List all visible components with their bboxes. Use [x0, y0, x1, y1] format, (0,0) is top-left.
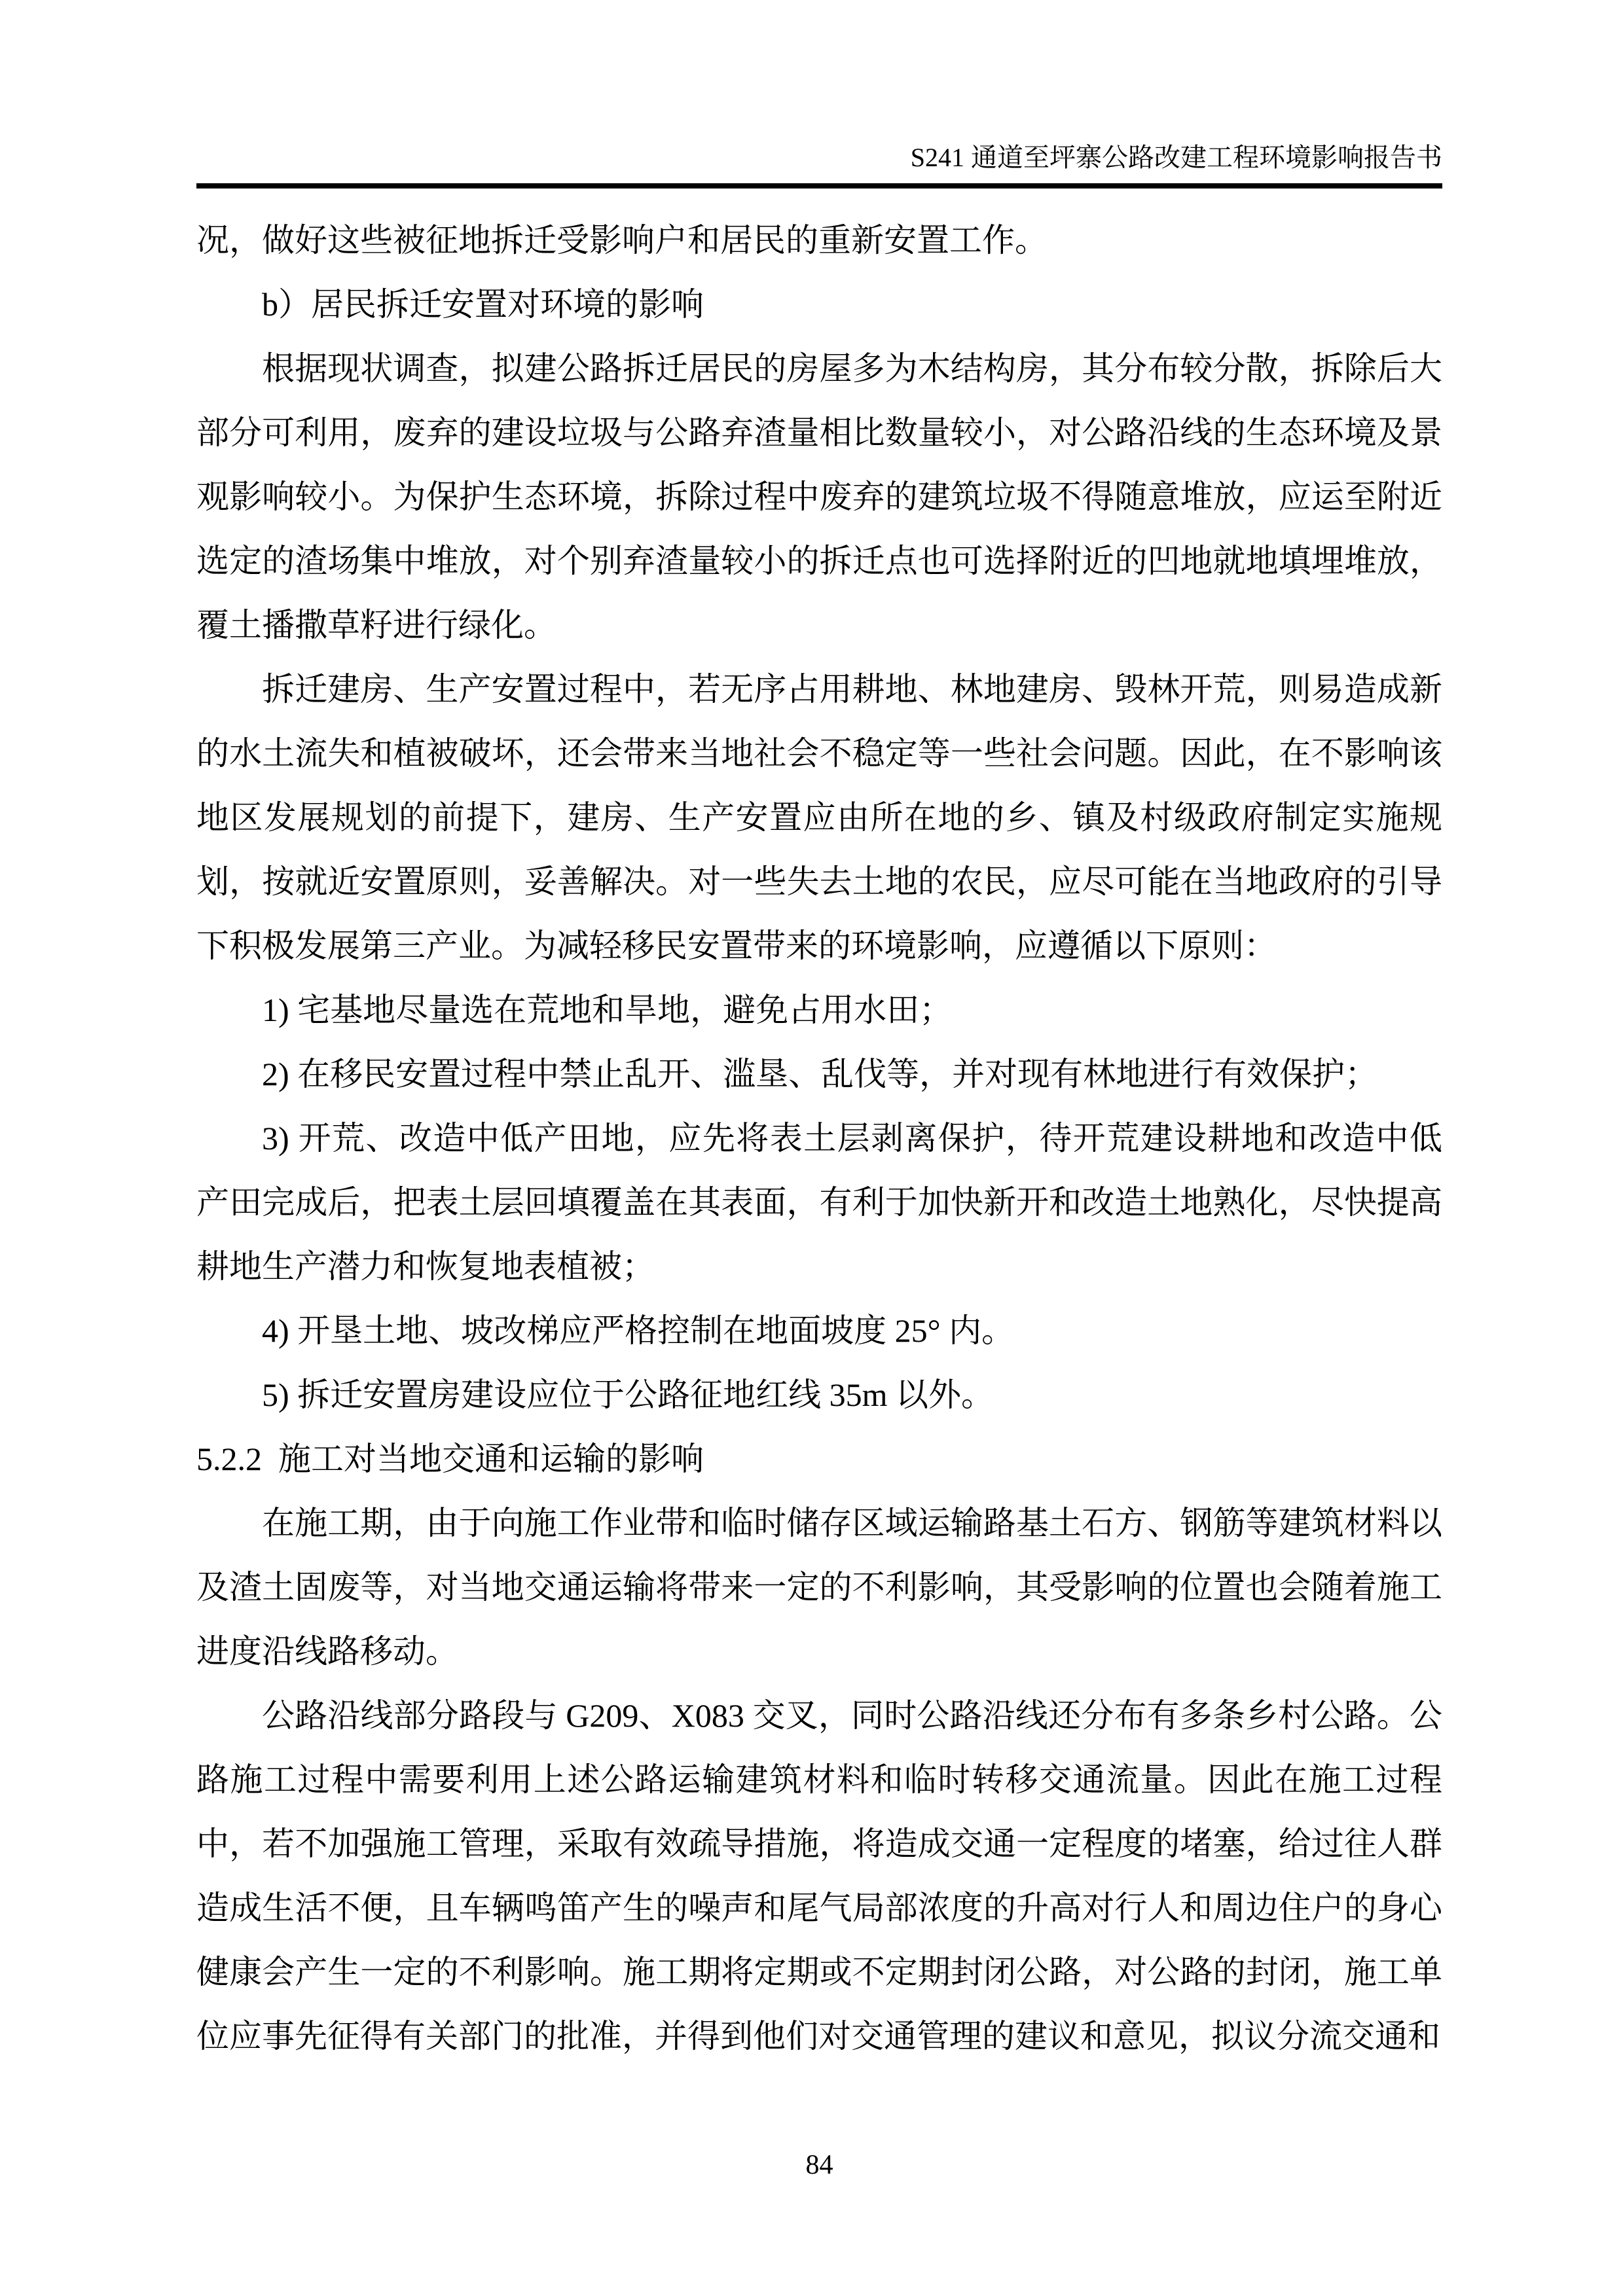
list-item-2-forest-protection: 2) 在移民安置过程中禁止乱开、滥垦、乱伐等，并对现有林地进行有效保护；: [262, 1056, 1378, 1092]
list-item-1-homestead: 1) 宅基地尽量选在荒地和旱地，避免占用水田；: [262, 992, 953, 1028]
running-header: [196, 139, 1442, 176]
paragraph-demolition-survey: 根据现状调查，拟建公路拆迁居民的房屋多为木结构房，其分布较分散，拆除后大部分可利用，废弃的建设垃圾与公路弃渣量相比数量较小，对公路沿线的生态环境及景观影响较小。为保护生态环境，拆除过程中废弃的建筑垃圾不得随意堆放，应运至附近选定的渣场集中堆放，对个别弃渣量较小的拆迁点也可选择附近的凹地就地填埋堆放，覆土播撒草籽进行绿化。: [196, 350, 1442, 643]
page-footer: [196, 2149, 1442, 2181]
list-item-4-slope-limit: 4) 开垦土地、坡改梯应严格控制在地面坡度 25° 内。: [262, 1312, 1015, 1349]
subheading-b-resident-relocation: b）居民拆迁安置对环境的影响: [262, 286, 704, 323]
paragraph-relocation-principles-intro: 拆迁建房、生产安置过程中，若无序占用耕地、林地建房、毁林开荒，则易造成新的水土流失和植被破坏，还会带来当地社会不稳定等一些社会问题。因此，在不影响该地区发展规划的前提下，建房、生产安置应由所在地的乡、镇及村级政府制定实施规划，按就近安置原则，妥善解决。对一些失去土地的农民，应尽可能在当地政府的引导下积极发展第三产业。为减轻移民安置带来的环境影响，应遵循以下原则：: [196, 671, 1442, 964]
paragraph-construction-transport-impact: 在施工期，由于向施工作业带和临时储存区域运输路基土石方、钢筋等建筑材料以及渣土固废等，对当地交通运输将带来一定的不利影响，其受影响的位置也会随着施工进度沿线路移动。: [196, 1505, 1442, 1670]
section-heading-5-2-2: 5.2.2 施工对当地交通和运输的影响: [196, 1441, 704, 1477]
page-number: 84: [805, 2150, 833, 2180]
header-rule: [196, 183, 1442, 188]
list-item-3-topsoil: 3) 开荒、改造中低产田地，应先将表土层剥离保护，待开荒建设耕地和改造中低产田完成后，把表土层回填覆盖在其表面，有利于加快新开和改造土地熟化，尽快提高耕地生产潜力和恢复地表植被；: [196, 1120, 1442, 1285]
paragraph-road-crossings-traffic: 公路沿线部分路段与 G209、X083 交叉，同时公路沿线还分布有多条乡村公路。公路施工过程中需要利用上述公路运输建筑材料和临时转移交通流量。因此在施工过程中，若不加强施工管理，采取有效疏导措施，将造成交通一定程度的堵塞，给过往人群造成生活不便，且车辆鸣笛产生的噪声和尾气局部浓度的升高对行人和周边住户的身心健康会产生一定的不利影响。施工期将定期或不定期封闭公路，对公路的封闭，施工单位应事先征得有关部门的批准，并得到他们对交通管理的建议和意见，拟议分流交通和: [196, 1697, 1442, 2054]
paragraph-resettlement-continuation: 况，做好这些被征地拆迁受影响户和居民的重新安置工作。: [196, 222, 1048, 259]
list-item-5-redline-distance: 5) 拆迁安置房建设应位于公路征地红线 35m 以外。: [262, 1376, 994, 1413]
running-header-title: S241 通道至坪寨公路改建工程环境影响报告书: [910, 143, 1442, 172]
document-body: [196, 208, 1442, 2068]
